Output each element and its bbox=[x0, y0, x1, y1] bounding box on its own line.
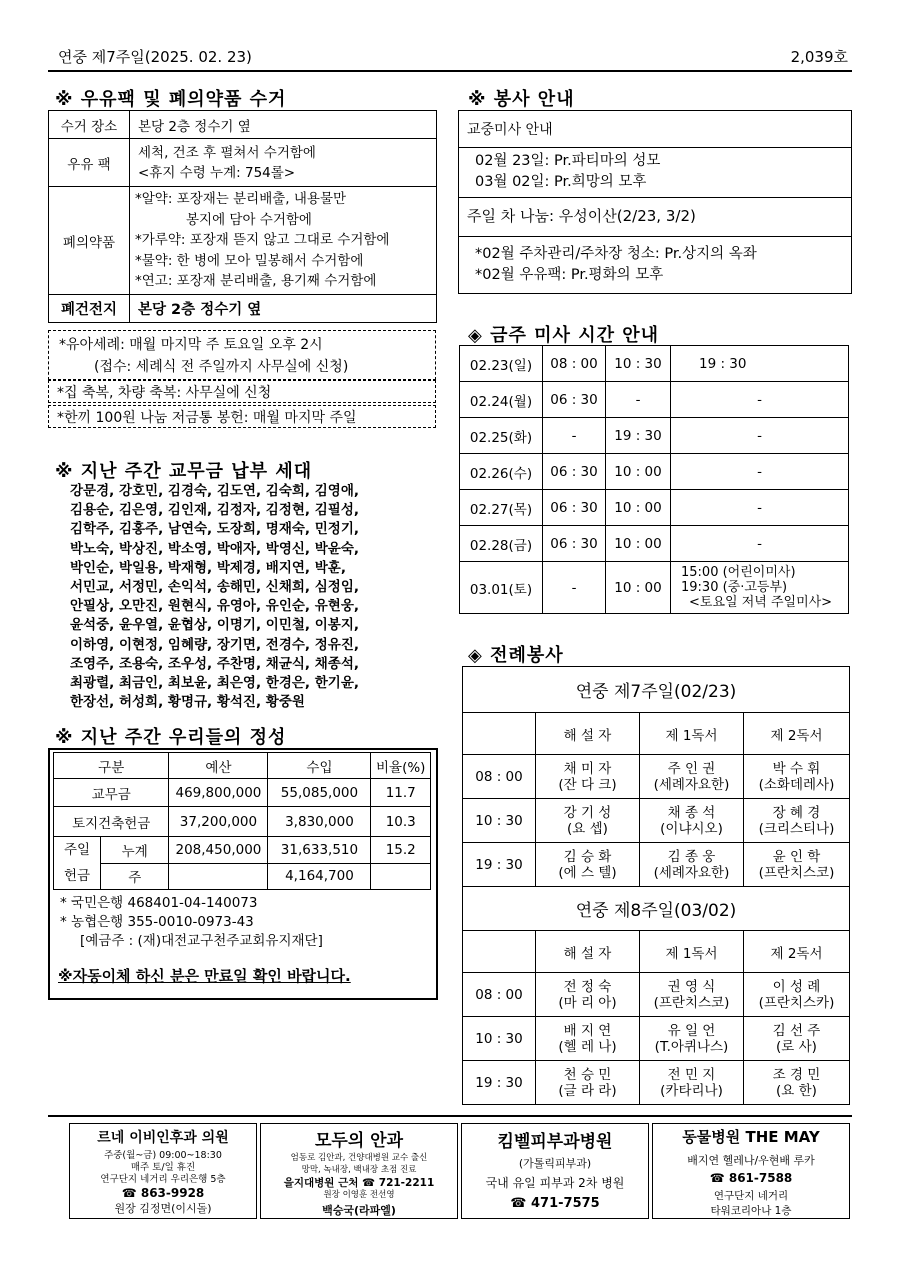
ad-line: 연구단지 네거리 bbox=[713, 1190, 789, 1202]
ad-animal-hospital bbox=[652, 1123, 850, 1219]
lit-name: 조 경 민 bbox=[772, 1066, 821, 1083]
parking-duty: *02월 주차관리/주차장 청소: Pr.상지의 옥좌 bbox=[475, 246, 757, 262]
lit-saint: (마 리 아) bbox=[558, 994, 617, 1011]
week-name: 연중 제8주일(03/02) bbox=[463, 887, 850, 931]
lit-saint: (글 라 라) bbox=[558, 1082, 617, 1099]
lit-name: 김 승 화 bbox=[563, 848, 612, 865]
lit-saint: (T.아퀴나스) bbox=[654, 1038, 729, 1055]
bank-line: * 국민은행 468401-04-140073 bbox=[60, 895, 258, 911]
offering-cell: 10.3 bbox=[371, 807, 431, 837]
ad-line: (가톨릭피부과) bbox=[518, 1157, 592, 1170]
week-ratio-empty bbox=[371, 863, 431, 890]
school-mass-line: 02월 23일: Pr.파티마의 성모 bbox=[475, 153, 661, 169]
cumulative-budget: 208,450,000 bbox=[169, 837, 268, 864]
mass-time: - bbox=[671, 454, 849, 490]
collection-title: ※ 우유팩 및 폐의약품 수거 bbox=[55, 89, 287, 110]
med-line: *가루약: 포장재 뜯지 않고 그대로 수거함에 bbox=[135, 232, 390, 249]
sunday-offering-label: 헌금 bbox=[63, 868, 91, 884]
ad-line: 을지대병원 근처 ☎ 721-2211 bbox=[283, 1177, 435, 1189]
ad-ent-clinic bbox=[69, 1123, 257, 1219]
blessing-line: *집 축복, 차량 축복: 사무실에 신청 bbox=[57, 385, 272, 401]
offering-cell: 37,200,000 bbox=[169, 807, 268, 837]
lit-saint: (프란치스코) bbox=[653, 994, 730, 1011]
mass-time: - bbox=[671, 382, 849, 418]
offering-cell: 3,830,000 bbox=[268, 807, 371, 837]
cumulative-income: 31,633,510 bbox=[268, 837, 371, 864]
service-title: ※ 봉사 안내 bbox=[468, 89, 575, 110]
baptism-notice bbox=[48, 330, 436, 380]
med-line: *물약: 한 병에 모아 밀봉해서 수거함에 bbox=[135, 252, 364, 269]
offering-header: 수입 bbox=[268, 753, 371, 779]
offering-header: 예산 bbox=[169, 753, 268, 779]
liturgy-table bbox=[462, 666, 850, 1105]
dues-names bbox=[70, 482, 359, 712]
dues-line: 윤석중, 윤우열, 윤협상, 이명기, 이민철, 이봉지, bbox=[70, 617, 360, 634]
offering-cell: 토지건축헌금 bbox=[54, 807, 169, 837]
sunday-car-share: 주일 차 나눔: 우성이산(2/23, 3/2) bbox=[467, 207, 696, 225]
mass-time: 06 : 30 bbox=[543, 526, 606, 562]
lit-time: 08 : 00 bbox=[463, 755, 536, 799]
baptism-line1: *유아세례: 매월 마지막 주 토요일 오후 2시 bbox=[59, 337, 323, 353]
offering-cell: 11.7 bbox=[371, 779, 431, 807]
lit-saint: (이냐시오) bbox=[660, 820, 723, 837]
milk-line2: <휴지 수령 누계: 754롤> bbox=[138, 164, 296, 181]
saturday-note: 19:30 (중·고등부) bbox=[681, 580, 788, 595]
offering-cell: 교무금 bbox=[54, 779, 169, 807]
lit-name: 윤 인 학 bbox=[772, 848, 821, 865]
lit-saint: (에 스 텔) bbox=[558, 864, 617, 881]
dues-line: 조영주, 조용숙, 조우성, 주찬명, 채균식, 채종석, bbox=[70, 655, 360, 672]
mass-time: 10 : 30 bbox=[606, 346, 671, 382]
ad-phone: ☎ 861-7588 bbox=[709, 1171, 793, 1185]
auto-transfer-notice: ※자동이체 하신 분은 만료일 확인 바랍니다. bbox=[58, 967, 351, 985]
ad-name: 르네 이비인후과 의원 bbox=[97, 1130, 229, 1146]
account-holder: [예금주 : (재)대전교구천주교회유지재단] bbox=[80, 933, 323, 949]
ad-line: 엄동로 김안과, 건양대병원 교수 출신 bbox=[290, 1153, 428, 1163]
school-mass-label: 교중미사 안내 bbox=[467, 122, 553, 138]
lit-name: 채 종 석 bbox=[667, 804, 716, 821]
milk-duty: *02월 우유팩: Pr.평화의 모후 bbox=[475, 267, 664, 283]
ad-line: 매주 토/일 휴진 bbox=[130, 1162, 196, 1173]
lit-time: 10 : 30 bbox=[463, 1017, 536, 1061]
lit-name: 박 수 휘 bbox=[772, 760, 821, 777]
mass-time: - bbox=[671, 526, 849, 562]
mass-time: - bbox=[606, 382, 671, 418]
mass-time: 06 : 30 bbox=[543, 490, 606, 526]
ad-line: 연구단지 네거리 우리은행 5층 bbox=[100, 1174, 226, 1185]
lit-name: 유 일 언 bbox=[667, 1022, 716, 1039]
week-income: 4,164,700 bbox=[268, 863, 371, 890]
offering-header: 비율(%) bbox=[371, 753, 431, 779]
lit-saint: (헬 레 나) bbox=[558, 1038, 617, 1055]
ad-name: 모두의 안과 bbox=[314, 1131, 404, 1151]
lit-saint: (프란치스코) bbox=[758, 864, 835, 881]
lit-name: 주 인 권 bbox=[667, 760, 716, 777]
mass-table bbox=[459, 345, 849, 614]
lit-time: 19 : 30 bbox=[463, 1061, 536, 1105]
week-name: 연중 제7주일(02/23) bbox=[463, 667, 850, 713]
footer-divider bbox=[48, 1115, 852, 1117]
role-header: 제 2독서 bbox=[744, 931, 850, 973]
bulletin-title: 연중 제7주일(2025. 02. 23) bbox=[58, 48, 252, 66]
lit-saint: (세례자요한) bbox=[653, 864, 730, 881]
mass-time: - bbox=[543, 562, 606, 614]
ad-eye-clinic bbox=[260, 1123, 458, 1219]
mass-time: 06 : 30 bbox=[543, 454, 606, 490]
ad-phone: ☎ 863-9928 bbox=[121, 1186, 205, 1200]
cumulative-ratio: 15.2 bbox=[371, 837, 431, 864]
mass-time: 10 : 00 bbox=[606, 454, 671, 490]
mass-date: 02.23(일) bbox=[460, 346, 543, 382]
mass-date: 02.26(수) bbox=[460, 454, 543, 490]
lit-time: 08 : 00 bbox=[463, 973, 536, 1017]
header-divider bbox=[48, 70, 852, 72]
school-mass-line: 03월 02일: Pr.희망의 모후 bbox=[475, 174, 647, 190]
lit-time: 19 : 30 bbox=[463, 843, 536, 887]
lit-saint: (요 한) bbox=[776, 1082, 817, 1099]
mass-date: 03.01(토) bbox=[460, 562, 543, 614]
milk-line1: 세척, 건조 후 펼쳐서 수거함에 bbox=[138, 144, 316, 161]
dues-line: 한장선, 허성희, 황명규, 황석진, 황중원 bbox=[70, 694, 305, 711]
bank-line: * 농협은행 355-0010-0973-43 bbox=[60, 914, 254, 930]
ad-name: 킴벨피부과병원 bbox=[497, 1132, 613, 1152]
ad-doctor: 원장 김정면(이시돌) bbox=[114, 1202, 212, 1215]
dues-line: 강문경, 강호민, 김경숙, 김도연, 김숙희, 김영애, bbox=[70, 483, 360, 499]
lit-name: 김 선 주 bbox=[772, 1022, 821, 1039]
mass-time: 08 : 00 bbox=[543, 346, 606, 382]
mass-date: 02.27(목) bbox=[460, 490, 543, 526]
blank-cell bbox=[463, 713, 536, 755]
med-line: *알약: 포장재는 분리배출, 내용물만 bbox=[135, 191, 347, 208]
location-label: 수거 장소 bbox=[49, 111, 130, 139]
mass-time: - bbox=[671, 418, 849, 454]
ad-line: 국내 유일 피부과 2차 병원 bbox=[485, 1176, 625, 1190]
liturgy-title: ◈ 전례봉사 bbox=[468, 645, 564, 666]
meal-line: *한끼 100원 나눔 저금통 봉헌: 매월 마지막 주일 bbox=[57, 410, 357, 426]
dues-line: 김학주, 김홍주, 남연숙, 도장희, 명재숙, 민정기, bbox=[70, 521, 360, 538]
blessing-notice bbox=[48, 380, 436, 403]
week-budget-empty bbox=[169, 863, 268, 890]
lit-name: 장 혜 경 bbox=[772, 804, 821, 821]
med-line: *연고: 포장재 분리배출, 용기째 수거함에 bbox=[135, 273, 377, 290]
lit-saint: (소화데레사) bbox=[758, 776, 835, 793]
dues-title: ※ 지난 주간 교무금 납부 세대 bbox=[55, 461, 313, 482]
mass-date: 02.28(금) bbox=[460, 526, 543, 562]
dues-line: 박노숙, 박상진, 박소영, 박애자, 박영신, 박윤숙, bbox=[70, 540, 360, 557]
lit-name: 권 영 식 bbox=[667, 978, 716, 995]
mass-time: 10 : 00 bbox=[606, 562, 671, 614]
lit-name: 강 기 성 bbox=[563, 804, 612, 821]
lit-time: 10 : 30 bbox=[463, 799, 536, 843]
ad-name: 동물병원 THE MAY bbox=[682, 1128, 820, 1146]
lit-saint: (잔 다 크) bbox=[558, 776, 617, 793]
ad-line: 원장 이영훈 전선영 bbox=[323, 1190, 395, 1200]
sunday-offering-label: 주일 bbox=[63, 842, 91, 858]
lit-name: 전 민 지 bbox=[667, 1066, 716, 1083]
dues-line: 안필상, 오만진, 원현식, 유영아, 유인순, 유현웅, bbox=[70, 598, 360, 615]
mass-time: 10 : 00 bbox=[606, 526, 671, 562]
meal-notice bbox=[48, 405, 436, 428]
mass-time: 10 : 00 bbox=[606, 490, 671, 526]
mass-time: - bbox=[671, 490, 849, 526]
role-header: 제 1독서 bbox=[640, 713, 744, 755]
dues-line: 최광렬, 최금인, 최보윤, 최은영, 한경은, 한기윤, bbox=[70, 675, 360, 692]
week-label: 주 bbox=[101, 863, 169, 890]
collection-table bbox=[48, 110, 437, 323]
lit-name: 김 종 웅 bbox=[667, 848, 716, 865]
service-box bbox=[458, 110, 852, 294]
lit-saint: (크리스티나) bbox=[758, 820, 835, 837]
lit-saint: (로 사) bbox=[776, 1038, 817, 1055]
mass-date: 02.24(월) bbox=[460, 382, 543, 418]
ad-phone: ☎ 471-7575 bbox=[510, 1196, 600, 1211]
lit-name: 배 지 연 bbox=[563, 1022, 612, 1039]
location-value: 본당 2층 정수기 옆 bbox=[130, 111, 437, 139]
bank-info bbox=[60, 894, 323, 951]
ad-line: 배지연 헬레나/우현배 루카 bbox=[687, 1154, 815, 1167]
role-header: 제 1독서 bbox=[640, 931, 744, 973]
lit-name: 이 성 례 bbox=[772, 978, 821, 995]
mass-time: 06 : 30 bbox=[543, 382, 606, 418]
offering-table bbox=[53, 752, 431, 890]
baptism-line2: (접수: 세례식 전 주일까지 사무실에 신청) bbox=[94, 359, 349, 375]
saturday-note: 15:00 (어린이미사) bbox=[681, 565, 796, 580]
role-header: 해 설 자 bbox=[536, 713, 640, 755]
ad-line: 망막, 녹내장, 백내장 초점 진료 bbox=[301, 1164, 417, 1175]
ad-line: 타워코리아나 1층 bbox=[710, 1205, 792, 1217]
mass-date: 02.25(화) bbox=[460, 418, 543, 454]
med-label: 폐의약품 bbox=[49, 187, 130, 295]
role-header: 제 2독서 bbox=[744, 713, 850, 755]
cumulative-label: 누계 bbox=[101, 837, 169, 864]
lit-name: 전 정 숙 bbox=[563, 978, 612, 995]
med-line: 봉지에 담아 수거함에 bbox=[186, 211, 312, 228]
offering-cell: 55,085,000 bbox=[268, 779, 371, 807]
role-header: 해 설 자 bbox=[536, 931, 640, 973]
blank-cell bbox=[463, 931, 536, 973]
lit-saint: (카타리나) bbox=[660, 1082, 723, 1099]
lit-saint: (요 셉) bbox=[567, 820, 608, 837]
dues-line: 이하영, 이현정, 임혜량, 장기면, 전경수, 정유진, bbox=[70, 636, 360, 653]
dues-line: 서민교, 서정민, 손익석, 송해민, 신채희, 심정임, bbox=[70, 579, 360, 596]
offering-header: 구분 bbox=[54, 753, 169, 779]
mass-time: - bbox=[543, 418, 606, 454]
offering-cell: 469,800,000 bbox=[169, 779, 268, 807]
ad-line: 주중(월~금) 09:00~18:30 bbox=[104, 1150, 222, 1161]
lit-name: 채 미 자 bbox=[563, 760, 612, 777]
ad-doctor: 백승국(라파엘) bbox=[322, 1203, 396, 1217]
mass-title: ◈ 금주 미사 시간 안내 bbox=[468, 325, 660, 346]
ad-dermatology bbox=[461, 1123, 649, 1219]
mass-time: 19 : 30 bbox=[671, 346, 849, 382]
milk-label: 우유 팩 bbox=[49, 139, 130, 187]
offering-title: ※ 지난 주간 우리들의 정성 bbox=[55, 727, 287, 748]
mass-time: 19 : 30 bbox=[606, 418, 671, 454]
saturday-note: <토요일 저녁 주일미사> bbox=[689, 595, 833, 610]
lit-name: 천 승 민 bbox=[563, 1066, 612, 1083]
dues-line: 김용순, 김은영, 김인재, 김정자, 김정현, 김필성, bbox=[70, 502, 360, 519]
issue-number: 2,039호 bbox=[790, 48, 848, 66]
lit-saint: (세례자요한) bbox=[653, 776, 730, 793]
dues-line: 박인순, 박일용, 박재형, 박제경, 배지연, 박훈, bbox=[70, 559, 346, 576]
battery-label: 폐건전지 bbox=[49, 295, 130, 323]
battery-value: 본당 2층 정수기 옆 bbox=[130, 295, 437, 323]
lit-saint: (프란치스카) bbox=[758, 994, 835, 1011]
